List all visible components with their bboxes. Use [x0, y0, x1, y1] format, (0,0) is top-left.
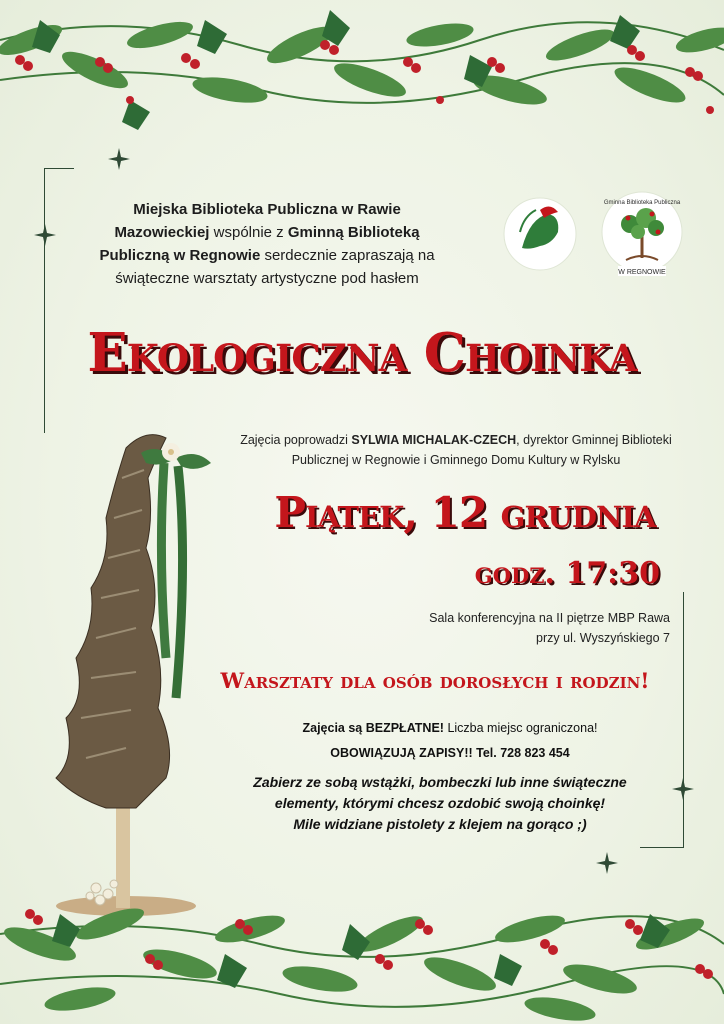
- sparkle-icon: [596, 852, 618, 874]
- bark-christmas-tree-icon: [36, 418, 236, 918]
- intro-invitation: serdecznie zapraszają na świąteczne warsztaty artystyczne pod hasłem: [115, 247, 435, 287]
- bring-line-3: Mile widziane pistolety z klejem na gorąco ;): [293, 816, 587, 832]
- target-audience: Warsztaty dla osób dorosłych i rodzin!: [220, 668, 650, 693]
- library-logos-icon: [500, 188, 700, 278]
- leader-name: SYLWIA MICHALAK-CZECH: [351, 433, 517, 447]
- partner-logos: [500, 188, 700, 278]
- free-notice: Zajęcia są BEZPŁATNE!: [302, 721, 444, 735]
- workshop-leader: [236, 430, 676, 470]
- bring-line-1: Zabierz ze sobą wstążki, bombeczki lub inne świąteczne: [253, 774, 627, 790]
- intro-text: [96, 198, 438, 290]
- registration-info: [220, 716, 680, 766]
- logo2-bottom-label: W REGNOWIE: [618, 269, 666, 276]
- leader-role: , dyrektor Gminnej Biblioteki Publicznej w Regnowie i Gminnego Domu Kultury w Rylsku: [291, 433, 672, 467]
- limited-seats: Liczba miejsc ograniczona!: [443, 721, 598, 735]
- logo2-top-label: Gminna Biblioteka Publiczna: [603, 200, 681, 206]
- frame-line-left: [44, 168, 45, 433]
- signup-phone: OBOWIĄZUJĄ ZAPISY!! Tel. 728 823 454: [330, 746, 570, 760]
- gbp-regnowie-logo: [602, 192, 682, 276]
- frame-line-right: [683, 592, 684, 847]
- intro-connector: wspólnie z: [209, 224, 288, 241]
- event-date: Piątek, 12 grudnia: [274, 488, 656, 537]
- frame-line-bottom: [640, 847, 684, 848]
- pine-garland-bottom: [0, 884, 724, 1024]
- leader-prefix: Zajęcia poprowadzi: [240, 433, 352, 447]
- venue-line-1: Sala konferencyjna na II piętrze MBP Rawa: [429, 611, 670, 625]
- event-venue: [300, 608, 670, 648]
- pine-garland-top: [0, 0, 724, 150]
- sparkle-icon: [34, 224, 56, 246]
- organizer-2: Gminną Biblioteką Publiczną w Regnowie: [99, 224, 420, 264]
- sparkle-icon: [108, 148, 130, 170]
- venue-line-2: przy ul. Wyszyńskiego 7: [536, 631, 670, 645]
- organizer-1: Miejska Biblioteka Publiczna w Rawie Mazowieckiej: [114, 201, 401, 241]
- mbp-rawa-logo: [504, 198, 576, 270]
- bring-line-2: elementy, którymi chcesz ozdobić swoją choinkę!: [274, 795, 606, 811]
- event-title: Ekologiczna Choinka: [87, 322, 637, 384]
- frame-line-top: [44, 168, 74, 169]
- what-to-bring: [200, 772, 680, 835]
- event-time: godz. 17:30: [474, 556, 660, 591]
